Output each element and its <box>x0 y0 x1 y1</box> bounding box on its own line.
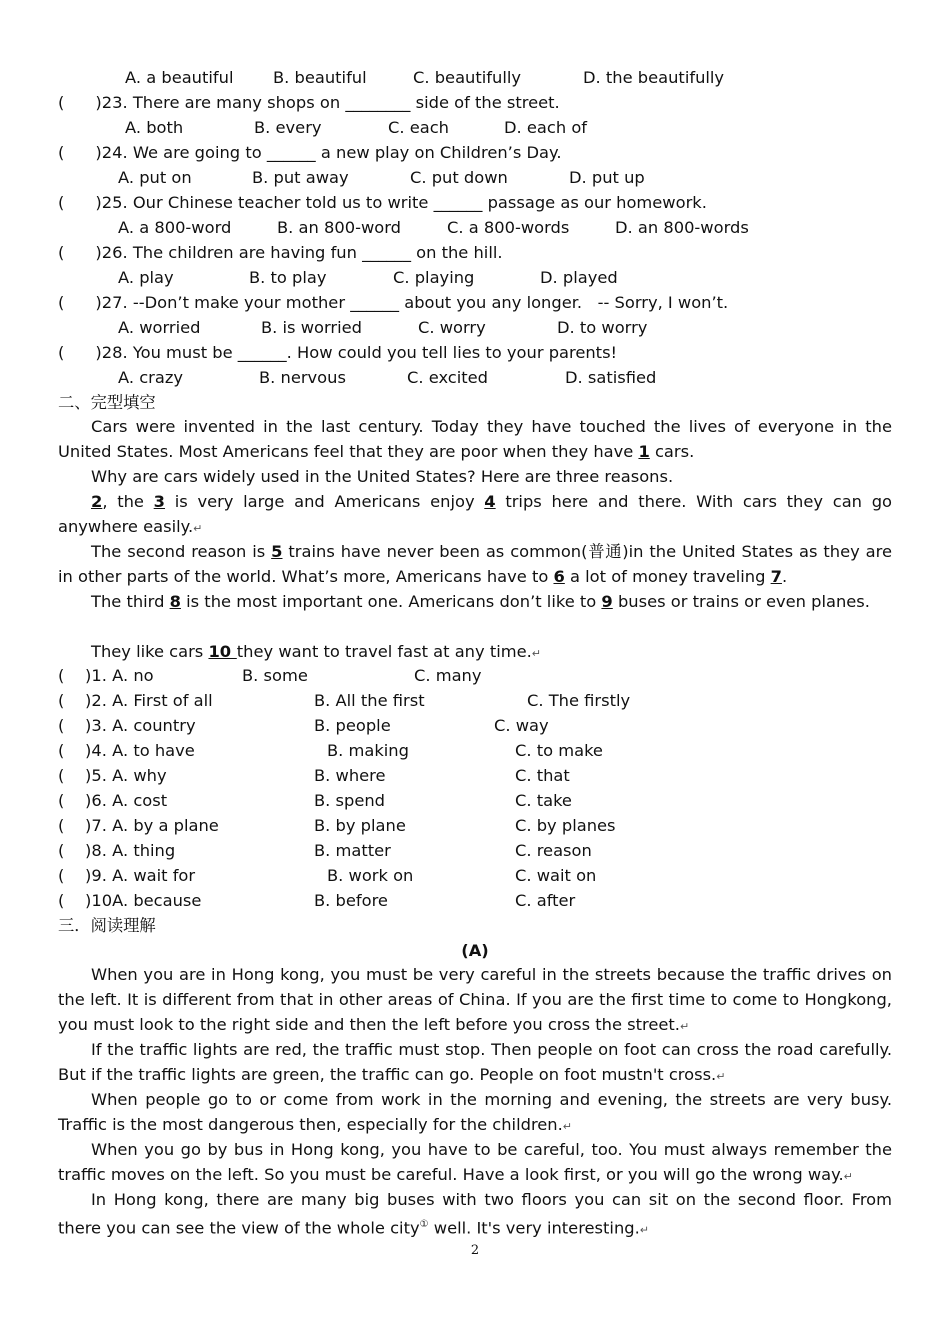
section3-heading: 三．阅读理解 <box>58 916 156 935</box>
q26-option-c: C. playing <box>393 268 475 287</box>
blank-8: 8 <box>169 592 181 611</box>
paragraph-mark-icon: ↵ <box>562 1120 573 1133</box>
q22-option-a: A. a beautiful <box>125 68 234 87</box>
cloze-paragraph-4: The second reason is 5 trains have never been as common(普通)in the United States as they are in other parts of the world. What’s more, Americans have to 6 a lot of money traveling 7. <box>58 542 892 586</box>
q25-option-c: C. a 800-words <box>447 218 570 237</box>
q22-option-c: C. beautifully <box>413 68 522 87</box>
q28-option-d: D. satisfied <box>565 368 657 387</box>
blank-4: 4 <box>484 492 496 511</box>
q25-option-b: B. an 800-word <box>277 218 401 237</box>
blank-7: 7 <box>770 567 782 586</box>
q25-option-a: A. a 800-word <box>118 218 232 237</box>
cloze-item-8-b: B. matter <box>314 841 391 860</box>
page-number: 2 <box>470 1243 480 1258</box>
q28-option-a: A. crazy <box>118 368 184 387</box>
reading-paragraph-1: When you are in Hong kong, you must be very careful in the streets because the traffic drives on the left. It is different from that in other areas of China. If you are the first time to come to Hongkong, you must look to the right side and then the left before you cross the street.↵ <box>58 965 892 1034</box>
cloze-item-1-c: C. many <box>414 666 482 685</box>
q24-option-d: D. put up <box>569 168 645 187</box>
q27-option-c: C. worry <box>418 318 486 337</box>
cloze-item-6-a: ( )6. A. cost <box>58 791 168 810</box>
q27-option-d: D. to worry <box>557 318 648 337</box>
cloze-item-4-a: ( )4. A. to have <box>58 741 195 760</box>
q27-option-b: B. is worried <box>261 318 362 337</box>
q24-option-b: B. put away <box>252 168 349 187</box>
cloze-item-2-a: ( )2. A. First of all <box>58 691 213 710</box>
blank-6: 6 <box>553 567 565 586</box>
passage-a-title: (A) <box>461 941 489 960</box>
cloze-paragraph-1: Cars were invented in the last century. Today they have touched the lives of everyone in the United States. Most Americans feel that they are poor when they have 1 cars. <box>58 417 892 461</box>
cloze-item-8-c: C. reason <box>515 841 592 860</box>
q28-stem: ( )28. You must be ______. How could you tell lies to your parents! <box>58 343 618 362</box>
q22-option-b: B. beautiful <box>273 68 367 87</box>
section2-heading: 二、完型填空 <box>58 393 156 412</box>
cloze-item-10-b: B. before <box>314 891 388 910</box>
cloze-item-5-b: B. where <box>314 766 386 785</box>
blank-5: 5 <box>271 542 283 561</box>
cloze-paragraph-5: The third 8 is the most important one. Americans don’t like to 9 buses or trains or even planes. <box>91 592 870 611</box>
cloze-item-8-a: ( )8. A. thing <box>58 841 176 860</box>
q26-stem: ( )26. The children are having fun ______ on the hill. <box>58 243 503 262</box>
q23-option-a: A. both <box>125 118 184 137</box>
cloze-item-3-a: ( )3. A. country <box>58 716 196 735</box>
blank-1: 1 <box>638 442 650 461</box>
q24-option-a: A. put on <box>118 168 192 187</box>
cloze-item-2-c: C. The firstly <box>527 691 631 710</box>
cloze-item-7-b: B. by plane <box>314 816 406 835</box>
paragraph-mark-icon: ↵ <box>193 522 203 535</box>
cloze-item-3-c: C. way <box>494 716 549 735</box>
cloze-item-9-a: ( )9. A. wait for <box>58 866 196 885</box>
paragraph-mark-icon: ↵ <box>716 1070 726 1083</box>
q27-option-a: A. worried <box>118 318 201 337</box>
paragraph-mark-icon: ↵ <box>843 1170 853 1183</box>
q26-option-d: D. played <box>540 268 618 287</box>
blank-9: 9 <box>601 592 613 611</box>
q28-option-b: B. nervous <box>259 368 346 387</box>
cloze-item-10-a: ( )10A. because <box>58 891 202 910</box>
q23-option-c: C. each <box>388 118 449 137</box>
paragraph-mark-icon: ↵ <box>531 647 541 660</box>
cloze-item-5-c: C. that <box>515 766 570 785</box>
cloze-paragraph-2: Why are cars widely used in the United States? Here are three reasons. <box>91 467 674 486</box>
reading-paragraph-4: When you go by bus in Hong kong, you have to be careful, too. You must always remember the traffic moves on the left. So you must be careful. Have a look first, or you will go the wrong way.↵ <box>58 1140 892 1184</box>
cloze-item-7-a: ( )7. A. by a plane <box>58 816 219 835</box>
cloze-item-4-b: B. making <box>327 741 409 760</box>
q22-option-d: D. the beautifully <box>583 68 725 87</box>
cloze-item-3-b: B. people <box>314 716 391 735</box>
q26-option-b: B. to play <box>249 268 327 287</box>
reading-paragraph-5: In Hong kong, there are many big buses with two floors you can sit on the second floor. From there you can see the view of the whole city① well. It's very interesting.↵ <box>58 1190 892 1238</box>
cloze-paragraph-3: 2, the 3 is very large and Americans enjoy 4 trips here and there. With cars they can go anywhere easily.↵ <box>58 492 892 536</box>
reading-paragraph-2: If the traffic lights are red, the traffic must stop. Then people on foot can cross the road carefully. But if the traffic lights are green, the traffic can go. People on foot mustn't cross.↵ <box>58 1040 892 1084</box>
cloze-item-1-a: ( )1. A. no <box>58 666 154 685</box>
cloze-item-1-b: B. some <box>242 666 308 685</box>
cloze-paragraph-6: They like cars 10 they want to travel fast at any time.↵ <box>91 642 541 661</box>
q28-option-c: C. excited <box>407 368 489 387</box>
q23-option-d: D. each of <box>504 118 588 137</box>
blank-3: 3 <box>153 492 166 511</box>
cloze-item-2-b: B. All the first <box>314 691 425 710</box>
blank-10: 10 <box>208 642 237 661</box>
q23-stem: ( )23. There are many shops on ________ side of the street. <box>58 93 560 112</box>
cloze-item-9-c: C. wait on <box>515 866 597 885</box>
blank-2: 2 <box>91 492 103 511</box>
paragraph-mark-icon: ↵ <box>639 1223 649 1237</box>
q27-stem: ( )27. --Don’t make your mother ______ about you any longer. -- Sorry, I won’t. <box>58 293 729 312</box>
q25-option-d: D. an 800-words <box>615 218 749 237</box>
cloze-item-6-c: C. take <box>515 791 572 810</box>
cloze-item-4-c: C. to make <box>515 741 603 760</box>
paragraph-mark-icon: ↵ <box>679 1020 690 1033</box>
cloze-item-6-b: B. spend <box>314 791 386 810</box>
reading-paragraph-3: When people go to or come from work in the morning and evening, the streets are very busy. Traffic is the most dangerous then, especially for the children.↵ <box>58 1090 892 1134</box>
q23-option-b: B. every <box>254 118 322 137</box>
q26-option-a: A. play <box>118 268 174 287</box>
q25-stem: ( )25. Our Chinese teacher told us to write ______ passage as our homework. <box>58 193 707 212</box>
cloze-item-9-b: B. work on <box>327 866 414 885</box>
q24-stem: ( )24. We are going to ______ a new play on Children’s Day. <box>58 143 562 162</box>
footnote-marker: ① <box>419 1219 429 1230</box>
cloze-item-5-a: ( )5. A. why <box>58 766 167 785</box>
cloze-item-7-c: C. by planes <box>515 816 616 835</box>
q24-option-c: C. put down <box>410 168 508 187</box>
cloze-item-10-c: C. after <box>515 891 576 910</box>
